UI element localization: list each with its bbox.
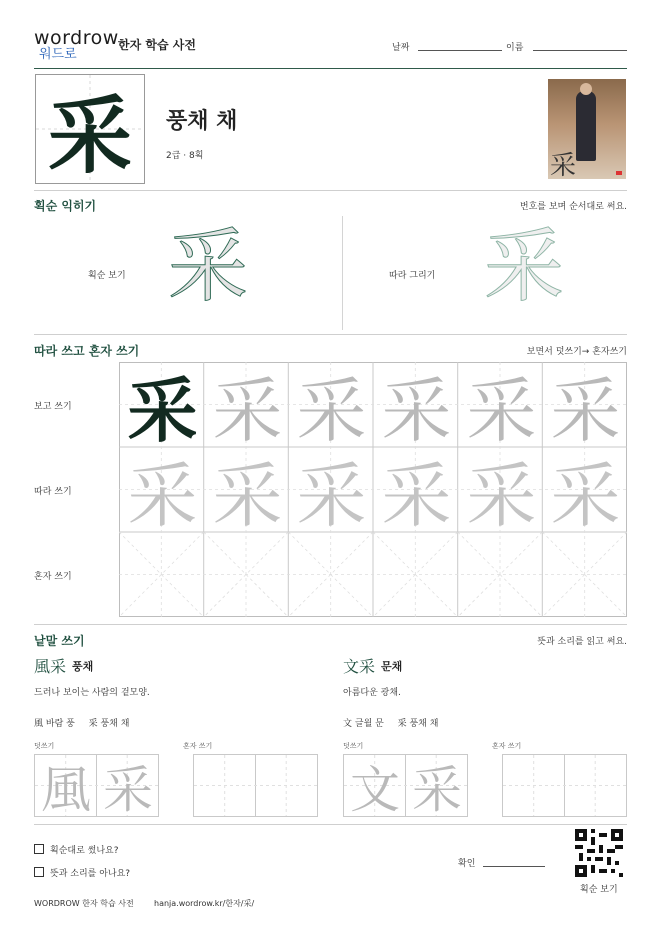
word1-part1-meaning: 바람 풍 bbox=[45, 719, 75, 729]
word1-trace-box[interactable] bbox=[34, 754, 159, 817]
hero-reading: 풍채 채 bbox=[166, 109, 238, 134]
practice-trace-cell[interactable]: 采 bbox=[127, 455, 198, 537]
stroke-order-figure: 采 bbox=[168, 220, 248, 313]
words-section-title: 낱말 쓰기 bbox=[34, 634, 85, 648]
word1-parts bbox=[34, 716, 129, 729]
thumb-badge bbox=[616, 171, 622, 175]
word2-trace-box[interactable] bbox=[343, 754, 468, 817]
practice-trace-cell[interactable]: 采 bbox=[550, 455, 621, 537]
checklist-item[interactable] bbox=[34, 843, 119, 856]
word2-trace-char1[interactable]: 文 bbox=[350, 760, 400, 819]
checklist-item[interactable] bbox=[34, 866, 130, 879]
hero-divider bbox=[34, 190, 627, 191]
word2-part1-char: 文 bbox=[343, 719, 353, 729]
practice-model-char: 采 bbox=[127, 369, 198, 452]
date-label: 날짜 bbox=[392, 43, 410, 53]
practice-section-hint: 보면서 덧쓰기→ 혼자쓰기 bbox=[526, 347, 627, 357]
name-field[interactable] bbox=[533, 50, 627, 51]
word1-trace-label: 덧쓰기 bbox=[34, 742, 55, 750]
stroke-bottom-divider bbox=[34, 334, 627, 335]
word2-hanja: 文采 bbox=[343, 657, 376, 676]
word1-solo-box[interactable] bbox=[193, 754, 318, 817]
hero-character: 采 bbox=[47, 85, 132, 185]
word2-parts bbox=[343, 716, 438, 729]
word1-part2-char: 采 bbox=[88, 719, 98, 729]
logo-korean: 워드로 bbox=[39, 47, 77, 62]
practice-trace-cell[interactable]: 采 bbox=[296, 370, 367, 452]
date-field[interactable] bbox=[418, 50, 502, 51]
confirm-field[interactable] bbox=[483, 866, 545, 867]
word1-part2-meaning: 풍채 채 bbox=[100, 719, 130, 729]
checklist-text: 획순대로 썼나요? bbox=[50, 846, 119, 856]
word2-definition: 아름다운 광채. bbox=[343, 688, 401, 698]
practice-trace-cell[interactable]: 采 bbox=[466, 455, 537, 537]
practice-trace-cell[interactable]: 采 bbox=[550, 370, 621, 452]
words-section-hint: 뜻과 소리를 읽고 써요. bbox=[537, 637, 627, 647]
stroke-divider bbox=[342, 216, 343, 330]
practice-bottom-divider bbox=[34, 624, 627, 625]
checklist-text: 뜻과 소리를 아나요? bbox=[50, 869, 131, 879]
qr-code[interactable] bbox=[575, 829, 623, 877]
word1-part1-char: 風 bbox=[34, 719, 44, 729]
word1-trace-char2[interactable]: 采 bbox=[103, 760, 153, 819]
stroke-section-title: 획순 익히기 bbox=[34, 199, 97, 213]
words-bottom-divider bbox=[34, 824, 627, 825]
word1-hanja: 風采 bbox=[34, 657, 67, 676]
practice-grid bbox=[119, 362, 627, 617]
practice-trace-cell[interactable]: 采 bbox=[212, 455, 283, 537]
stroke-trace-label: 따라 그리기 bbox=[389, 271, 436, 281]
footer-brand: WORDROW 한자 학습 사전 bbox=[34, 899, 134, 908]
word1-definition: 드러나 보이는 사람의 겉모양. bbox=[34, 688, 150, 698]
stroke-trace-figure[interactable]: 采 bbox=[484, 220, 564, 313]
practice-trace-cell[interactable]: 采 bbox=[296, 455, 367, 537]
row-label-solo: 혼자 쓰기 bbox=[34, 572, 72, 582]
word2-part2-char: 采 bbox=[397, 719, 407, 729]
checkbox[interactable] bbox=[34, 867, 44, 877]
word1-solo-guides bbox=[194, 755, 317, 816]
stroke-section-hint: 번호를 보며 순서대로 써요. bbox=[519, 202, 627, 212]
person-head bbox=[580, 83, 592, 95]
name-label: 이름 bbox=[506, 43, 524, 53]
word2-solo-box[interactable] bbox=[502, 754, 627, 817]
word1-reading: 풍채 bbox=[72, 660, 94, 673]
qr-label: 획순 보기 bbox=[580, 885, 618, 895]
word2-trace-label: 덧쓰기 bbox=[343, 742, 364, 750]
header-title: 한자 학습 사전 bbox=[118, 38, 196, 52]
hero-char-box bbox=[35, 74, 145, 184]
person-figure bbox=[576, 91, 596, 161]
practice-section-title: 따라 쓰고 혼자 쓰기 bbox=[34, 344, 140, 358]
hero-thumbnail[interactable] bbox=[548, 79, 626, 179]
practice-trace-cell[interactable]: 采 bbox=[212, 370, 283, 452]
word1-trace-char1[interactable]: 風 bbox=[41, 760, 91, 819]
practice-trace-cell[interactable]: 采 bbox=[381, 455, 452, 537]
word2-solo-label: 혼자 쓰기 bbox=[492, 742, 522, 750]
word2-part1-meaning: 글월 문 bbox=[354, 719, 384, 729]
practice-trace-cell[interactable]: 采 bbox=[381, 370, 452, 452]
word2-solo-guides bbox=[503, 755, 626, 816]
hero-meta: 2급 · 8획 bbox=[166, 151, 204, 161]
checkbox[interactable] bbox=[34, 844, 44, 854]
word1-solo-label: 혼자 쓰기 bbox=[183, 742, 213, 750]
word2-trace-char2[interactable]: 采 bbox=[412, 760, 462, 819]
footer-url[interactable]: hanja.wordrow.kr/한자/采/ bbox=[154, 899, 255, 908]
word2-part2-meaning: 풍채 채 bbox=[409, 719, 439, 729]
row-label-trace: 따라 쓰기 bbox=[34, 487, 72, 497]
confirm-label: 확인 bbox=[458, 859, 476, 869]
row-label-view: 보고 쓰기 bbox=[34, 402, 72, 412]
logo-text: wordrow bbox=[34, 27, 119, 49]
practice-trace-cell[interactable]: 采 bbox=[466, 370, 537, 452]
stroke-view-label: 획순 보기 bbox=[88, 271, 126, 281]
thumb-character: 采 bbox=[550, 151, 577, 179]
word2-reading: 문채 bbox=[381, 660, 403, 673]
logo bbox=[34, 27, 119, 64]
